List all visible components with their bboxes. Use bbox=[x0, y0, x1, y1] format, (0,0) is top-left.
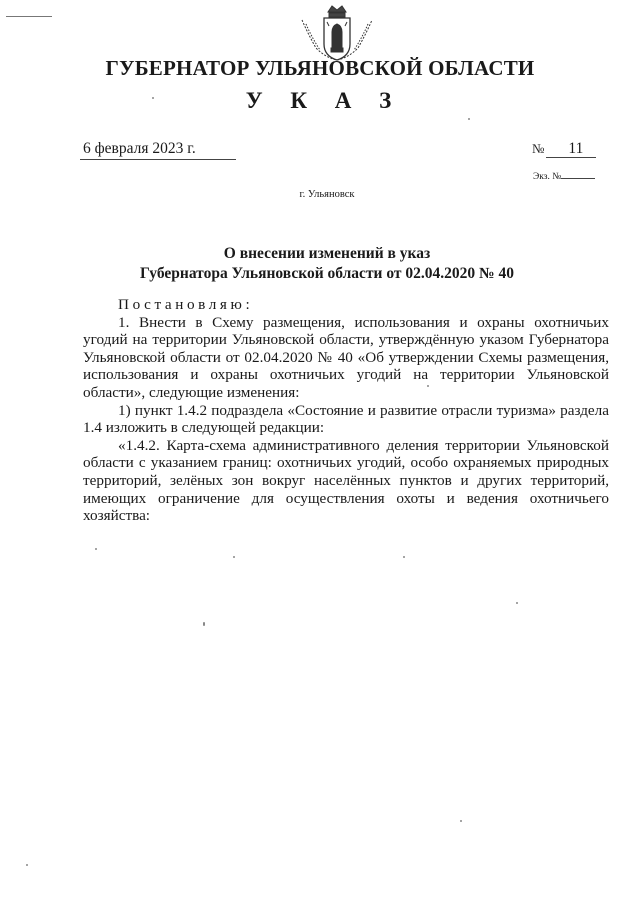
subject-line-1: О внесении изменений в указ bbox=[223, 245, 431, 262]
scan-speck bbox=[427, 385, 429, 387]
sub-item-1: 1) пункт 1.4.2 подраздела «Состояние и развитие отрасли туризма» раздела 1.4 изложить в следующей редакции: bbox=[83, 401, 609, 437]
scan-speck bbox=[516, 602, 518, 604]
number-sign: № bbox=[532, 141, 545, 156]
copy-label: Экз. № bbox=[533, 172, 562, 182]
scan-speck bbox=[26, 864, 28, 866]
decree-date: 6 февраля 2023 г. bbox=[83, 140, 196, 157]
number-value: 11 bbox=[546, 140, 596, 158]
quoted-paragraph: «1.4.2. Карта-схема административного деления территории Ульяновской области с указанием границ: охотничьих угодий, особо охраняемых природных территорий, зелёных зон вокруг населённых пунктов и других территорий, имеющих ограничение для осуществления охоты и ведения охотничьего хозяйства: bbox=[83, 436, 609, 525]
item-1: 1. Внести в Схему размещения, использования и охраны охотничьих угодий на территории Ульяновской области, утверждённую указом Губернатора Ульяновской области от 02.04.2020 № 40 «Об утверждении Схемы размещения, использования и охраны охотничьих угодий на территории Ульяновской области», следующие изменения: bbox=[83, 313, 609, 401]
resolves-word: Постановляю: bbox=[118, 296, 254, 313]
copy-number bbox=[533, 170, 595, 182]
issuer-title: ГУБЕРНАТОР УЛЬЯНОВСКОЙ ОБЛАСТИ bbox=[105, 56, 535, 80]
scan-speck bbox=[468, 118, 470, 120]
scan-speck bbox=[233, 556, 235, 558]
decree-body bbox=[83, 296, 609, 525]
scan-speck bbox=[95, 548, 97, 550]
scan-speck bbox=[460, 820, 462, 822]
corner-mark bbox=[6, 16, 52, 17]
decree-subject bbox=[0, 244, 640, 284]
subject-line-2: Губернатора Ульяновской области от 02.04.2020 № 40 bbox=[140, 265, 514, 282]
copy-blank bbox=[561, 170, 595, 179]
scan-speck bbox=[152, 97, 154, 99]
document-type: У К А З bbox=[245, 88, 403, 113]
city: г. Ульяновск bbox=[299, 189, 355, 200]
decree-number bbox=[532, 140, 596, 158]
date-underline bbox=[80, 159, 236, 160]
coat-of-arms-icon bbox=[298, 4, 376, 64]
scan-speck bbox=[403, 556, 405, 558]
scan-speck bbox=[203, 622, 205, 626]
